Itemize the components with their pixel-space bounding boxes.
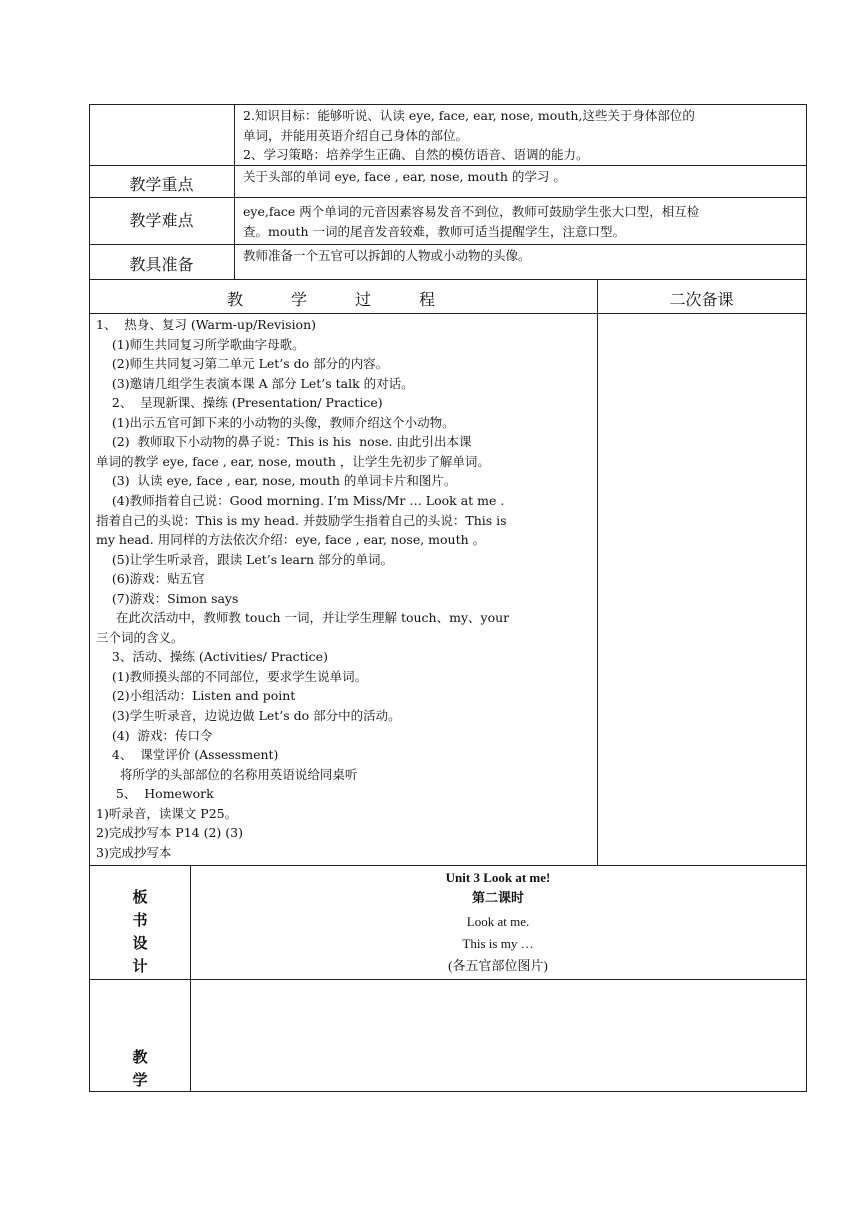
row-sep-2 bbox=[89, 197, 807, 198]
process-line: (2)师生共同复习第二单元 Let’s do 部分的内容。 bbox=[96, 356, 389, 372]
process-column-divider bbox=[597, 279, 598, 866]
process-line: (3)邀请几组学生表演本课 A 部分 Let’s talk 的对话。 bbox=[96, 375, 414, 391]
tools-label: 教具准备 bbox=[129, 255, 194, 274]
board-subtitle: 第二课时 bbox=[471, 891, 524, 906]
process-line: (1)师生共同复习所学歌曲字母歌。 bbox=[96, 336, 305, 352]
board-line-2: This is my … bbox=[462, 936, 534, 951]
process-line: (1)出示五官可卸下来的小动物的头像，教师介绍这个小动物。 bbox=[96, 414, 455, 430]
tools-text: 教师准备一个五官可以拆卸的人物或小动物的头像。 bbox=[243, 248, 531, 263]
row-sep-1 bbox=[89, 165, 807, 166]
process-line: 2)完成抄写本 P14 (2) (3) bbox=[96, 825, 243, 841]
board-line-3: (各五官部位图片) bbox=[448, 958, 548, 973]
process-line: 1、 热身、复习 (Warm-up/Revision) bbox=[96, 317, 317, 332]
focus-label: 教学重点 bbox=[129, 175, 194, 194]
difficulty-line-1: eye,face 两个单词的元音因素容易发音不到位，教师可鼓励学生张大口型，相互检 bbox=[243, 204, 700, 219]
label-char: 学 bbox=[132, 1071, 148, 1089]
difficulty-line-2: 查。mouth 一词的尾音发音较难，教师可适当提醒学生，注意口型。 bbox=[243, 224, 625, 239]
goals-line-3: 2、学习策略：培养学生正确、自然的模仿语音、语调的能力。 bbox=[243, 147, 589, 162]
process-header: 教学过程 bbox=[226, 290, 483, 309]
row-sep-3 bbox=[89, 244, 807, 245]
process-line: (3)学生听录音，边说边做 Let’s do 部分中的活动。 bbox=[96, 708, 401, 723]
process-line: my head. 用同样的方法依次介绍：eye, face , ear, nose, mouth 。 bbox=[96, 532, 486, 548]
table-border-top bbox=[89, 104, 807, 105]
process-line: 2、 呈现新课、操练 (Presentation/ Practice) bbox=[96, 395, 383, 411]
process-line: (7)游戏：Simon says bbox=[96, 590, 239, 606]
label-char: 设 bbox=[132, 934, 148, 952]
process-line: 将所学的头部部位的名称用英语说给同桌听 bbox=[96, 766, 358, 782]
process-line: (2) 教师取下小动物的鼻子说：This is his nose. 由此引出本课 bbox=[96, 434, 472, 450]
row-sep-7 bbox=[89, 979, 807, 980]
process-line: (5)让学生听录音，跟读 Let’s learn 部分的单词。 bbox=[96, 551, 394, 567]
process-line: 4、 课堂评价 (Assessment) bbox=[96, 747, 279, 763]
process-line: 指着自己的头说：This is my head. 并鼓励学生指着自己的头说：This is bbox=[96, 512, 507, 528]
label-column-divider bbox=[234, 104, 235, 279]
process-line: (4) 游戏：传口令 bbox=[96, 727, 213, 743]
process-line: 3、活动、操练 (Activities/ Practice) bbox=[96, 649, 328, 665]
row-sep-5 bbox=[89, 313, 807, 314]
reflection-label bbox=[90, 1046, 190, 1092]
label-char: 板 bbox=[132, 888, 148, 906]
process-line: (1)教师摸头部的不同部位，要求学生说单词。 bbox=[96, 668, 368, 684]
difficulty-label: 教学难点 bbox=[129, 211, 194, 230]
label-char: 计 bbox=[132, 957, 148, 975]
board-line-1: Look at me. bbox=[466, 914, 530, 929]
row-sep-4 bbox=[89, 279, 807, 280]
label-char: 教 bbox=[132, 1048, 148, 1066]
process-line: 1)听录音，读课文 P25。 bbox=[96, 805, 238, 821]
process-line: (6)游戏：贴五官 bbox=[96, 571, 205, 587]
table-border-bottom bbox=[89, 1091, 807, 1092]
table-border-right bbox=[806, 104, 807, 1092]
process-line: 3)完成抄写本 bbox=[96, 844, 172, 860]
process-line: 单词的教学 eye, face , ear, nose, mouth ，让学生先初步了解单词。 bbox=[96, 453, 490, 469]
goals-line-1: 2.知识目标：能够听说、认读 eye, face, ear, nose, mouth,这些关于身体部位的 bbox=[243, 108, 695, 123]
board-title: Unit 3 Look at me! bbox=[445, 870, 551, 885]
label-char: 书 bbox=[132, 911, 148, 929]
row-sep-6 bbox=[89, 865, 807, 866]
second-prep-header: 二次备课 bbox=[669, 290, 734, 309]
focus-text: 关于头部的单词 eye, face , ear, nose, mouth 的学习 。 bbox=[243, 169, 566, 184]
process-line: 5、 Homework bbox=[96, 786, 214, 802]
goals-line-2: 单词，并能用英语介绍自己身体的部位。 bbox=[243, 128, 469, 143]
process-line: 在此次活动中，教师教 touch 一词，并让学生理解 touch、my、your bbox=[96, 610, 510, 626]
process-line: (2)小组活动：Listen and point bbox=[96, 688, 296, 704]
process-line: (4)教师指着自己说：Good morning. I’m Miss/Mr … Look at me . bbox=[96, 492, 505, 508]
process-line: 三个词的含义。 bbox=[96, 629, 184, 645]
board-design-label bbox=[90, 886, 190, 978]
process-line: (3) 认读 eye, face , ear, nose, mouth 的单词卡片和图片。 bbox=[96, 473, 457, 489]
